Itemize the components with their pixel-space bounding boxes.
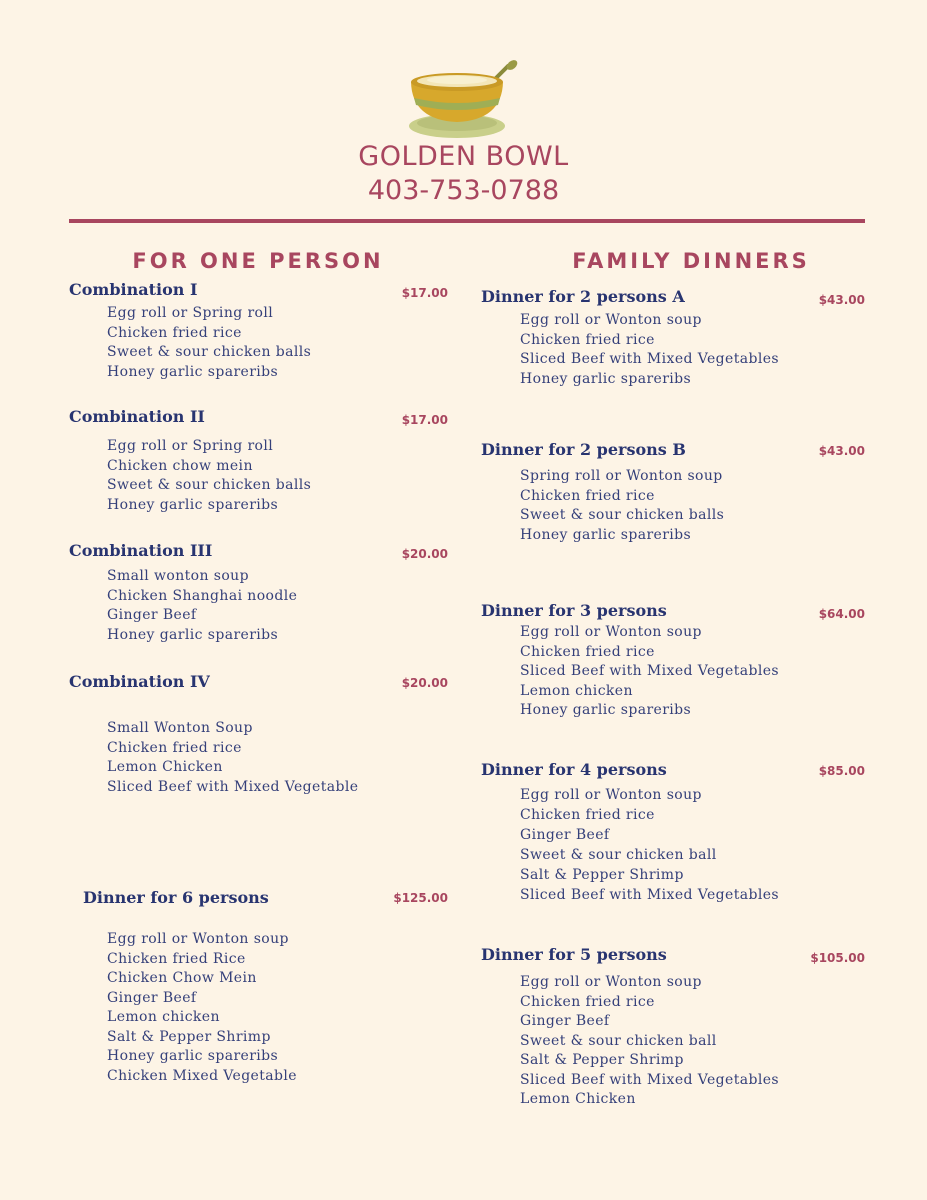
menu-item: Egg roll or Spring roll <box>107 438 274 454</box>
menu-block-items <box>107 304 311 382</box>
menu-block-title: Dinner for 6 persons <box>83 888 269 907</box>
menu-item: Chicken fried rice <box>520 331 655 348</box>
menu-block-price: $43.00 <box>818 293 865 307</box>
menu-item: Honey garlic spareribs <box>107 496 279 513</box>
menu-item: Chicken Mixed Vegetable <box>107 1067 297 1084</box>
menu-item: Chicken fried rice <box>520 807 655 823</box>
menu-item: Sliced Beef with Mixed Vegetable <box>107 778 359 795</box>
menu-item: Chicken fried rice <box>520 643 655 660</box>
menu-item: Chicken Shanghai noodle <box>107 587 298 604</box>
menu-item: Chicken fried Rice <box>107 950 246 967</box>
menu-item: Chicken fried rice <box>107 739 242 756</box>
menu-block-price: $125.00 <box>393 891 448 905</box>
menu-block-items <box>107 567 297 645</box>
menu-block-price: $17.00 <box>401 286 448 300</box>
menu-block-price: $64.00 <box>818 607 865 621</box>
menu-item: Honey garlic spareribs <box>520 702 692 718</box>
menu-item: Spring roll or Wonton soup <box>520 468 723 484</box>
menu-item: Sweet & sour chicken ball <box>520 1032 717 1049</box>
menu-item: Ginger Beef <box>107 607 197 623</box>
menu-item: Lemon chicken <box>107 1009 220 1025</box>
menu-item: Sweet & sour chicken ball <box>520 847 717 863</box>
menu-item: Sliced Beef with Mixed Vegetables <box>520 887 779 903</box>
menu-item: Egg roll or Wonton soup <box>107 931 289 947</box>
menu-item: Sweet & sour chicken balls <box>520 507 725 523</box>
menu-block-items <box>107 437 311 515</box>
menu-block-title: Dinner for 3 persons <box>481 601 667 620</box>
menu-item: Egg roll or Spring roll <box>107 305 274 321</box>
golden-bowl-logo-icon <box>404 58 526 142</box>
menu-item: Honey garlic spareribs <box>107 626 279 643</box>
menu-item: Sweet & sour chicken balls <box>107 477 312 493</box>
heading-for-one-person: FOR ONE PERSON <box>132 249 384 273</box>
menu-item: Egg roll or Wonton soup <box>520 624 702 640</box>
menu-item: Chicken chow mein <box>107 457 253 474</box>
menu-item: Salt & Pepper Shrimp <box>520 1052 684 1068</box>
menu-block-price: $105.00 <box>810 951 865 965</box>
menu-block-title: Combination II <box>69 407 205 426</box>
menu-item: Lemon Chicken <box>520 1091 636 1107</box>
menu-item: Chicken fried rice <box>520 487 655 504</box>
menu-item: Lemon Chicken <box>107 759 223 775</box>
restaurant-phone: 403-753-0788 <box>367 175 560 206</box>
menu-block-title: Combination I <box>69 280 198 299</box>
menu-item: Ginger Beef <box>107 989 197 1006</box>
menu-block-items <box>107 719 358 797</box>
menu-item: Lemon chicken <box>520 682 633 699</box>
menu-item: Honey garlic spareribs <box>107 1048 279 1064</box>
menu-item: Chicken fried rice <box>107 324 242 341</box>
menu-block-items <box>520 623 779 721</box>
menu-item: Sliced Beef with Mixed Vegetables <box>520 1071 779 1088</box>
menu-item: Chicken Chow Mein <box>107 970 257 986</box>
menu-item: Chicken fried rice <box>520 993 655 1010</box>
menu-item: Sliced Beef with Mixed Vegetables <box>520 663 779 679</box>
menu-block-items <box>520 785 779 905</box>
menu-item: Salt & Pepper Shrimp <box>107 1028 271 1045</box>
menu-block-price: $20.00 <box>401 676 448 690</box>
menu-block-items <box>520 973 779 1110</box>
menu-block-items <box>520 311 779 389</box>
menu-item: Honey garlic spareribs <box>520 526 692 543</box>
menu-block-title: Dinner for 2 persons A <box>481 287 685 306</box>
menu-item: Egg roll or Wonton soup <box>520 312 702 328</box>
menu-item: Egg roll or Wonton soup <box>520 974 702 990</box>
menu-block-items <box>107 930 297 1086</box>
menu-item: Ginger Beef <box>520 827 610 843</box>
menu-item: Sweet & sour chicken balls <box>107 344 312 360</box>
menu-block-price: $17.00 <box>401 413 448 427</box>
menu-item: Small wonton soup <box>107 568 249 584</box>
menu-item: Ginger Beef <box>520 1013 610 1029</box>
menu-item: Sliced Beef with Mixed Vegetables <box>520 351 779 367</box>
menu-block-title: Combination III <box>69 541 213 560</box>
menu-block-title: Dinner for 4 persons <box>481 760 667 779</box>
menu-item: Salt & Pepper Shrimp <box>520 867 684 883</box>
menu-item: Honey garlic spareribs <box>520 370 692 387</box>
menu-block-price: $20.00 <box>401 547 448 561</box>
menu-item: Small Wonton Soup <box>107 720 253 736</box>
menu-block-items <box>520 467 724 545</box>
menu-block-price: $43.00 <box>818 444 865 458</box>
menu-block-price: $85.00 <box>818 764 865 778</box>
restaurant-name: GOLDEN BOWL <box>358 141 569 172</box>
menu-block-title: Dinner for 2 persons B <box>481 440 686 459</box>
menu-item: Egg roll or Wonton soup <box>520 787 702 803</box>
header-divider <box>69 219 865 223</box>
menu-block-title: Dinner for 5 persons <box>481 945 667 964</box>
menu-block-title: Combination IV <box>69 672 210 691</box>
menu-item: Honey garlic spareribs <box>107 363 279 380</box>
heading-family-dinners: FAMILY DINNERS <box>572 249 810 273</box>
